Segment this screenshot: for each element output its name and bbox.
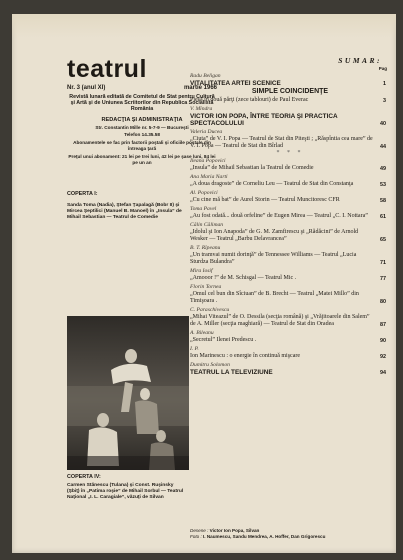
toc-entry [190,106,390,127]
toc-entry [190,268,390,282]
entry-page: 44 [380,144,386,150]
photo-label: Foto : [190,533,202,539]
subscription-prices: Preţul unui abonament: 21 lei pe trei luni, 42 lei pe şase luni, 84 lei pe un an [68,153,216,165]
entry-title: Piesă în două părţi (zece tablouri) de Paul Everac [190,97,309,103]
entry-author: Ana Maria Narti [190,174,228,180]
masthead-title: teatrul [67,55,147,83]
entry-title: VITALITATEA ARTEI SCENICE [190,80,281,87]
entry-title: „Secretul” Ilenei Predescu . [190,337,257,343]
toc-entry [190,245,390,266]
entry-page: 3 [383,98,386,104]
cover1-text: Sanda Toma (Nadia), Ştefan Ţapalagă (Bobr II) şi Mircea Şeptilici (Manuel B. Manoel) în „Insula” de Mihail Sebastian — Teatrul de Comedie [67,203,182,221]
entry-author: A. Bileanu [190,330,214,336]
entry-author: Călin Căliman [190,222,224,228]
entry-page: 1 [383,81,386,87]
toc-heading: SUMAR: [338,56,382,65]
entry-title: „Mihai Viteazul” de O. Dessila (secţia română) şi „Vrăjitoarele din Salem” de A. Miller (secţia maghiară) — Teatrul de Stat din Oradea [190,314,370,327]
page-column-label: Pag [378,66,387,71]
entry-page: 90 [380,338,386,344]
address: Str. Constantin Mille nr. 5-7-9 — Bucureşti [95,124,189,130]
entry-title: Ion Marinescu : o energie în continuă mişcare [190,353,301,359]
cover4-heading: COPERTA IV: [67,474,101,480]
entry-title: „Ciuta” de V. I. Popa — Teatrul de Stat din Piteşti ; „Răspîntia cea mare” de V. I. Popa — Teatrul de Stat din Bîrlad [190,136,373,149]
photo-credit [190,534,390,540]
entry-page: 80 [380,299,386,305]
entry-title: VICTOR ION POPA, ÎNTRE TEORIA ŞI PRACTICA SPECTACOLULUI [190,113,338,127]
toc-entry [190,158,390,172]
toc-entry [190,97,390,104]
separator-stars: * * * [276,150,304,156]
entry-author: Mira Iosif [190,268,213,274]
entry-author: V. Mîndra [190,106,213,112]
entry-page: 40 [380,121,386,127]
entry-page: 58 [380,198,386,204]
redaction-title: REDACŢIA ŞI ADMINISTRAŢIA [101,116,183,123]
cover4-block [67,474,217,501]
toc-entry [190,346,390,360]
entry-page: 71 [380,260,386,266]
entry-author: Valeria Ducea [190,129,223,135]
entry-title: „Insula” de Mihail Sebastian la Teatrul de Comedie [190,165,314,171]
entry-title: TEATRUL LA TELEVIZIUNE [190,369,273,376]
entry-page: 53 [380,182,386,188]
entry-page: 49 [380,166,386,172]
section-heading: SIMPLE COINCIDENŢE [251,88,329,95]
entry-title: „Un tramvai numit dorinţă” de Tennessee Williams — Teatrul „Lucia Sturdza Bulandra” [190,252,357,265]
entry-author: Radu Beligan [190,73,221,79]
entry-title: „Au fost odată... două orfeline” de Eugen Mirea — Teatrul „C. I. Nottara” [190,213,368,219]
entry-page: 61 [380,214,386,220]
toc-entry [190,284,390,305]
entry-page: 94 [380,370,386,376]
entry-author: Toma Pavel [190,206,217,212]
toc-entry [190,206,390,220]
stage-photo-illustration [67,316,189,470]
toc-entry [190,73,390,87]
drawings-label: Desene : [190,528,209,533]
entry-title: „Amooor !” de M. Schisgal — Teatrul Mic . [190,275,297,281]
subscription-info: Abonamentele se fac prin factorii poştali şi oficiile poştale din întreaga ţară [73,140,211,151]
credits-footer [190,528,390,539]
entry-author: I. P. [190,346,199,352]
entry-title: „Cu cine mă bat” de Aurel Storin — Teatrul Muncitoresc CFR [190,197,340,203]
entry-author: Al. Popovici [190,190,218,196]
toc-entry [190,330,390,344]
entry-author: C. Paraschivescu [190,307,230,313]
cover1-heading: COPERTA I: [67,191,98,198]
drawings-names: Victor Ion Popa, Silvan [209,528,260,533]
entry-author: Dumitru Solomon [190,362,230,368]
publisher-description: Revistă lunară editată de Comitetul de Stat pentru Cultură şi Artă şi de Uniunea Scriitorilor din Republica Socialistă România [69,94,215,113]
phone: Telefon 14.35.58 [124,132,160,138]
entry-title: „Omul cel bun din Sîciuan” de B. Brecht — Teatrul „Matei Millo” din Timişoara . [190,291,359,304]
toc-entry [190,190,390,204]
entry-page: 92 [380,354,386,360]
issue-date: martie 1966 [183,85,217,91]
table-of-contents [190,56,390,376]
toc-entry [190,222,390,243]
entry-title: „Idolul şi Ion Anapoda” de G. M. Zamfirescu şi „Rădăcini” de Arnold Wesker — Teatrul „Barbu Delavrancea” [190,229,359,242]
photo-names: I. Naumescu, Sandu Mendrea, A. Hoffer, Dan Grigorescu [203,533,326,539]
toc-entry [190,307,390,328]
toc-entry [190,362,390,376]
entry-title: „A doua dragoste” de Corneliu Leu — Teatrul de Stat din Constanţa [190,181,354,187]
toc-entry [190,129,390,150]
entry-author: Florin Tornea [190,284,222,290]
entry-author: Ileana Popovici [190,158,226,164]
toc-entry [190,174,390,188]
magazine-page [12,14,396,553]
issue-number: Nr. 3 (anul XI) [67,85,106,91]
entry-page: 77 [380,276,386,282]
entry-page: 65 [380,237,386,243]
stage-photo [67,316,189,470]
entry-page: 87 [380,322,386,328]
cover4-text: Carmen Stănescu (Tulana) şi Const. Ruşinsky (Şbiţ) în „Patima roşie” de Mihail Sorbul — Teatrul Naţional „I. L. Caragiale”, văzuţi de Silvan [67,483,184,500]
page-stain [12,14,396,38]
entry-author: B. T. Rîpeanu [190,245,221,251]
